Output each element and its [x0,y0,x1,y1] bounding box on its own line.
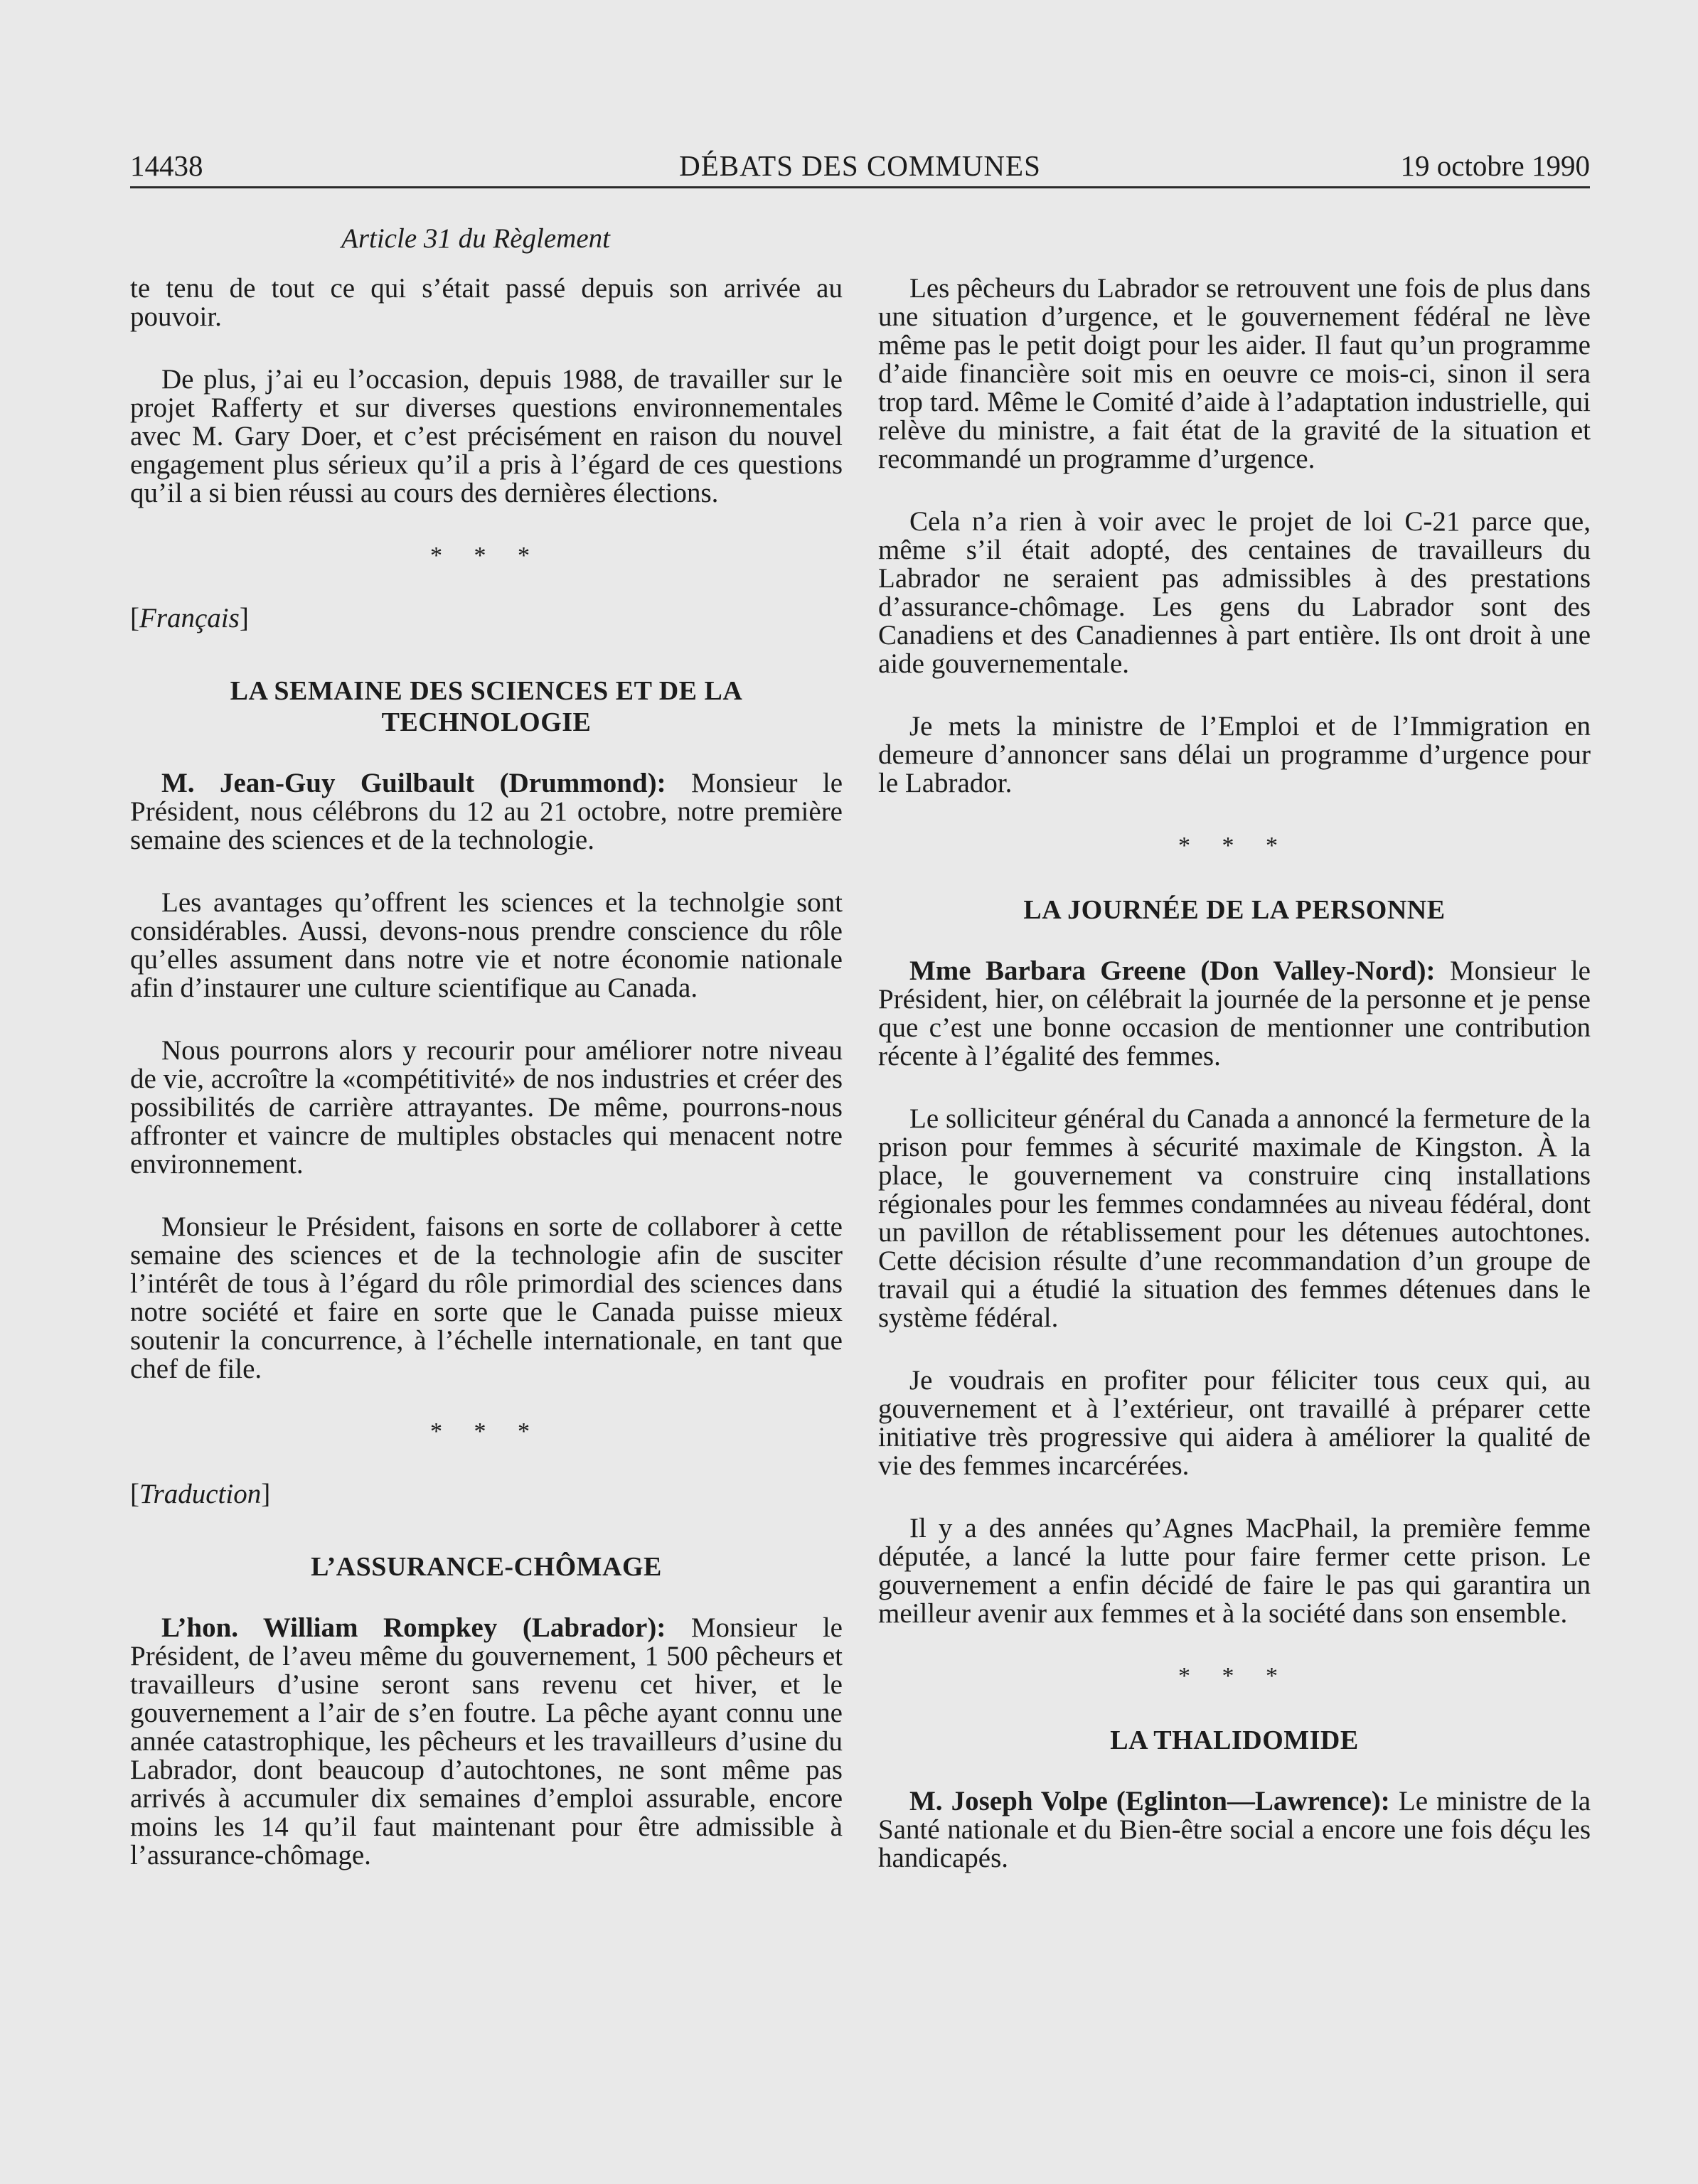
speech-text: Monsieur le Président, nous célébrons du 12 au 21 octobre, notre première semaine des sciences et de la technologie. [130,768,843,855]
section-separator: * * * [1178,833,1291,859]
right-column [878,274,1591,1907]
paragraph: De plus, j’ai eu l’occasion, depuis 1988, de travailler sur le projet Rafferty et sur diverses questions environnementales avec M. Gary Doer, et c’est précisément en raison du nouvel engagement plus sérieux qu’il a pris à l’égard de ces questions qu’il a si bien réussi au cours des dernières élections. [130,364,843,508]
section-separator: * * * [1178,1663,1291,1689]
speech-text: Le ministre de la Santé nationale et du Bien-être social a encore une fois déçu les handicapés. [878,1786,1591,1873]
page-number: 14438 [130,149,203,182]
paragraph: Les avantages qu’offrent les sciences et la technolgie sont considérables. Aussi, devons-nous prendre conscience du rôle qu’elles assument dans notre vie et notre économie nationale afin d’instaurer une culture scientifique au Canada. [130,887,843,1003]
speech-paragraph [130,769,843,855]
paragraph: Je mets la ministre de l’Emploi et de l’Immigration en demeure d’annoncer sans délai un programme d’urgence pour le Labrador. [878,711,1591,798]
page-date: 19 octobre 1990 [1400,149,1590,182]
section-heading: LA SEMAINE DES SCIENCES ET DE LA TECHNOLOGIE [230,676,743,737]
paragraph: Le solliciteur général du Canada a annoncé la fermeture de la prison pour femmes à sécurité maximale de Kingston. À la place, le gouvernement va construire cinq installations régionales pour les femmes condamnées au niveau fédéral, dont un pavillon de rétablissement pour les détenues autochtones. Cette décision résulte d’une recommandation d’un groupe de travail qui a étudié la situation des femmes détenues dans le système fédéral. [878,1103,1591,1333]
section-heading: LA THALIDOMIDE [1110,1725,1359,1755]
section-separator: * * * [430,1418,543,1445]
paragraph: Cela n’a rien à voir avec le projet de loi C-21 parce que, même s’il était adopté, des centaines de travailleurs du Labrador ne seraient pas admissibles à des prestations d’assurance-chômage. Les gens du Labrador sont des Canadiens et des Canadiennes à part entière. Ils ont droit à une aide gouvernementale. [878,506,1591,679]
speech-paragraph [878,957,1591,1071]
paragraph: Les pêcheurs du Labrador se retrouvent une fois de plus dans une situation d’urgence, et le gouvernement fédéral ne lève même pas le petit doigt pour les aider. Il faut qu’un programme d’aide financière soit mis en oeuvre ce mois-ci, sinon il sera trop tard. Même le Comité d’aide à l’adaptation industrielle, qui relève du ministre, a fait état de la gravité de la situation et recommandé un programme d’urgence. [878,273,1591,474]
paragraph: te tenu de tout ce qui s’était passé depuis son arrivée au pouvoir. [130,273,843,332]
speaker-name: M. Joseph Volpe (Eglinton—Lawrence): [909,1786,1390,1816]
language-tag-open: [ [130,1479,139,1509]
speaker-name: L’hon. William Rompkey (Labrador): [161,1612,666,1643]
section-heading: LA JOURNÉE DE LA PERSONNE [1023,895,1446,925]
paragraph: Nous pourrons alors y recourir pour améliorer notre niveau de vie, accroître la «compétitivité» de nos industries et créer des possibilités de carrière attrayantes. De même, pourrons-nous affronter et vaincre de multiples obstacles qui menacent notre environnement. [130,1035,843,1179]
section-heading: L’ASSURANCE-CHÔMAGE [311,1552,662,1582]
language-tag-close: ] [261,1479,271,1509]
language-tag-close: ] [239,603,249,633]
language-tag-label: Traduction [139,1479,262,1509]
speaker-name: M. Jean-Guy Guilbault (Drummond): [161,768,666,798]
speaker-name: Mme Barbara Greene (Don Valley-Nord): [909,956,1436,986]
language-tag [130,1480,843,1509]
page-header [130,141,1590,188]
publication-title: DÉBATS DES COMMUNES [679,149,1041,182]
section-separator: * * * [430,542,543,569]
speech-text: Monsieur le Président, hier, on célébrait la journée de la personne et je pense que c’est une bonne occasion de mentionner une contribution récente à l’égalité des femmes. [878,956,1591,1071]
section-subtitle: Article 31 du Règlement [341,223,610,254]
speech-paragraph [130,1614,843,1870]
language-tag [130,604,843,633]
paragraph: Je voudrais en profiter pour féliciter tous ceux qui, au gouvernement et à l’extérieur, ont travaillé à préparer cette initiative très progressive qui aidera à améliorer la qualité de vie des femmes incarcérées. [878,1365,1591,1481]
paragraph: Monsieur le Président, faisons en sorte de collaborer à cette semaine des sciences et de la technologie afin de susciter l’intérêt de tous à l’égard du rôle primordial des sciences dans notre société et faire en sorte que le Canada puisse mieux soutenir la concurrence, à l’échelle internationale, en tant que chef de file. [130,1211,843,1384]
speech-text: Monsieur le Président, de l’aveu même du gouvernement, 1 500 pêcheurs et travailleurs d’usine seront sans revenu cet hiver, et le gouvernement a l’air de s’en foutre. La pêche ayant connu une année catastrophique, les pêcheurs et les travailleurs d’usine du Labrador, dont beaucoup d’autochtones, ne sont même pas arrivés à accumuler dix semaines d’emploi assurable, encore moins les 14 qu’il faut maintenant pour être admissible à l’assurance-chômage. [130,1612,843,1870]
paragraph: Il y a des années qu’Agnes MacPhail, la première femme députée, a lancé la lutte pour faire fermer cette prison. Le gouvernement a enfin décidé de faire le pas qui garantira un meilleur avenir aux femmes et à la société dans son ensemble. [878,1513,1591,1629]
left-column [130,274,843,1904]
language-tag-open: [ [130,603,139,633]
language-tag-label: Français [139,603,240,633]
speech-paragraph [878,1787,1591,1873]
